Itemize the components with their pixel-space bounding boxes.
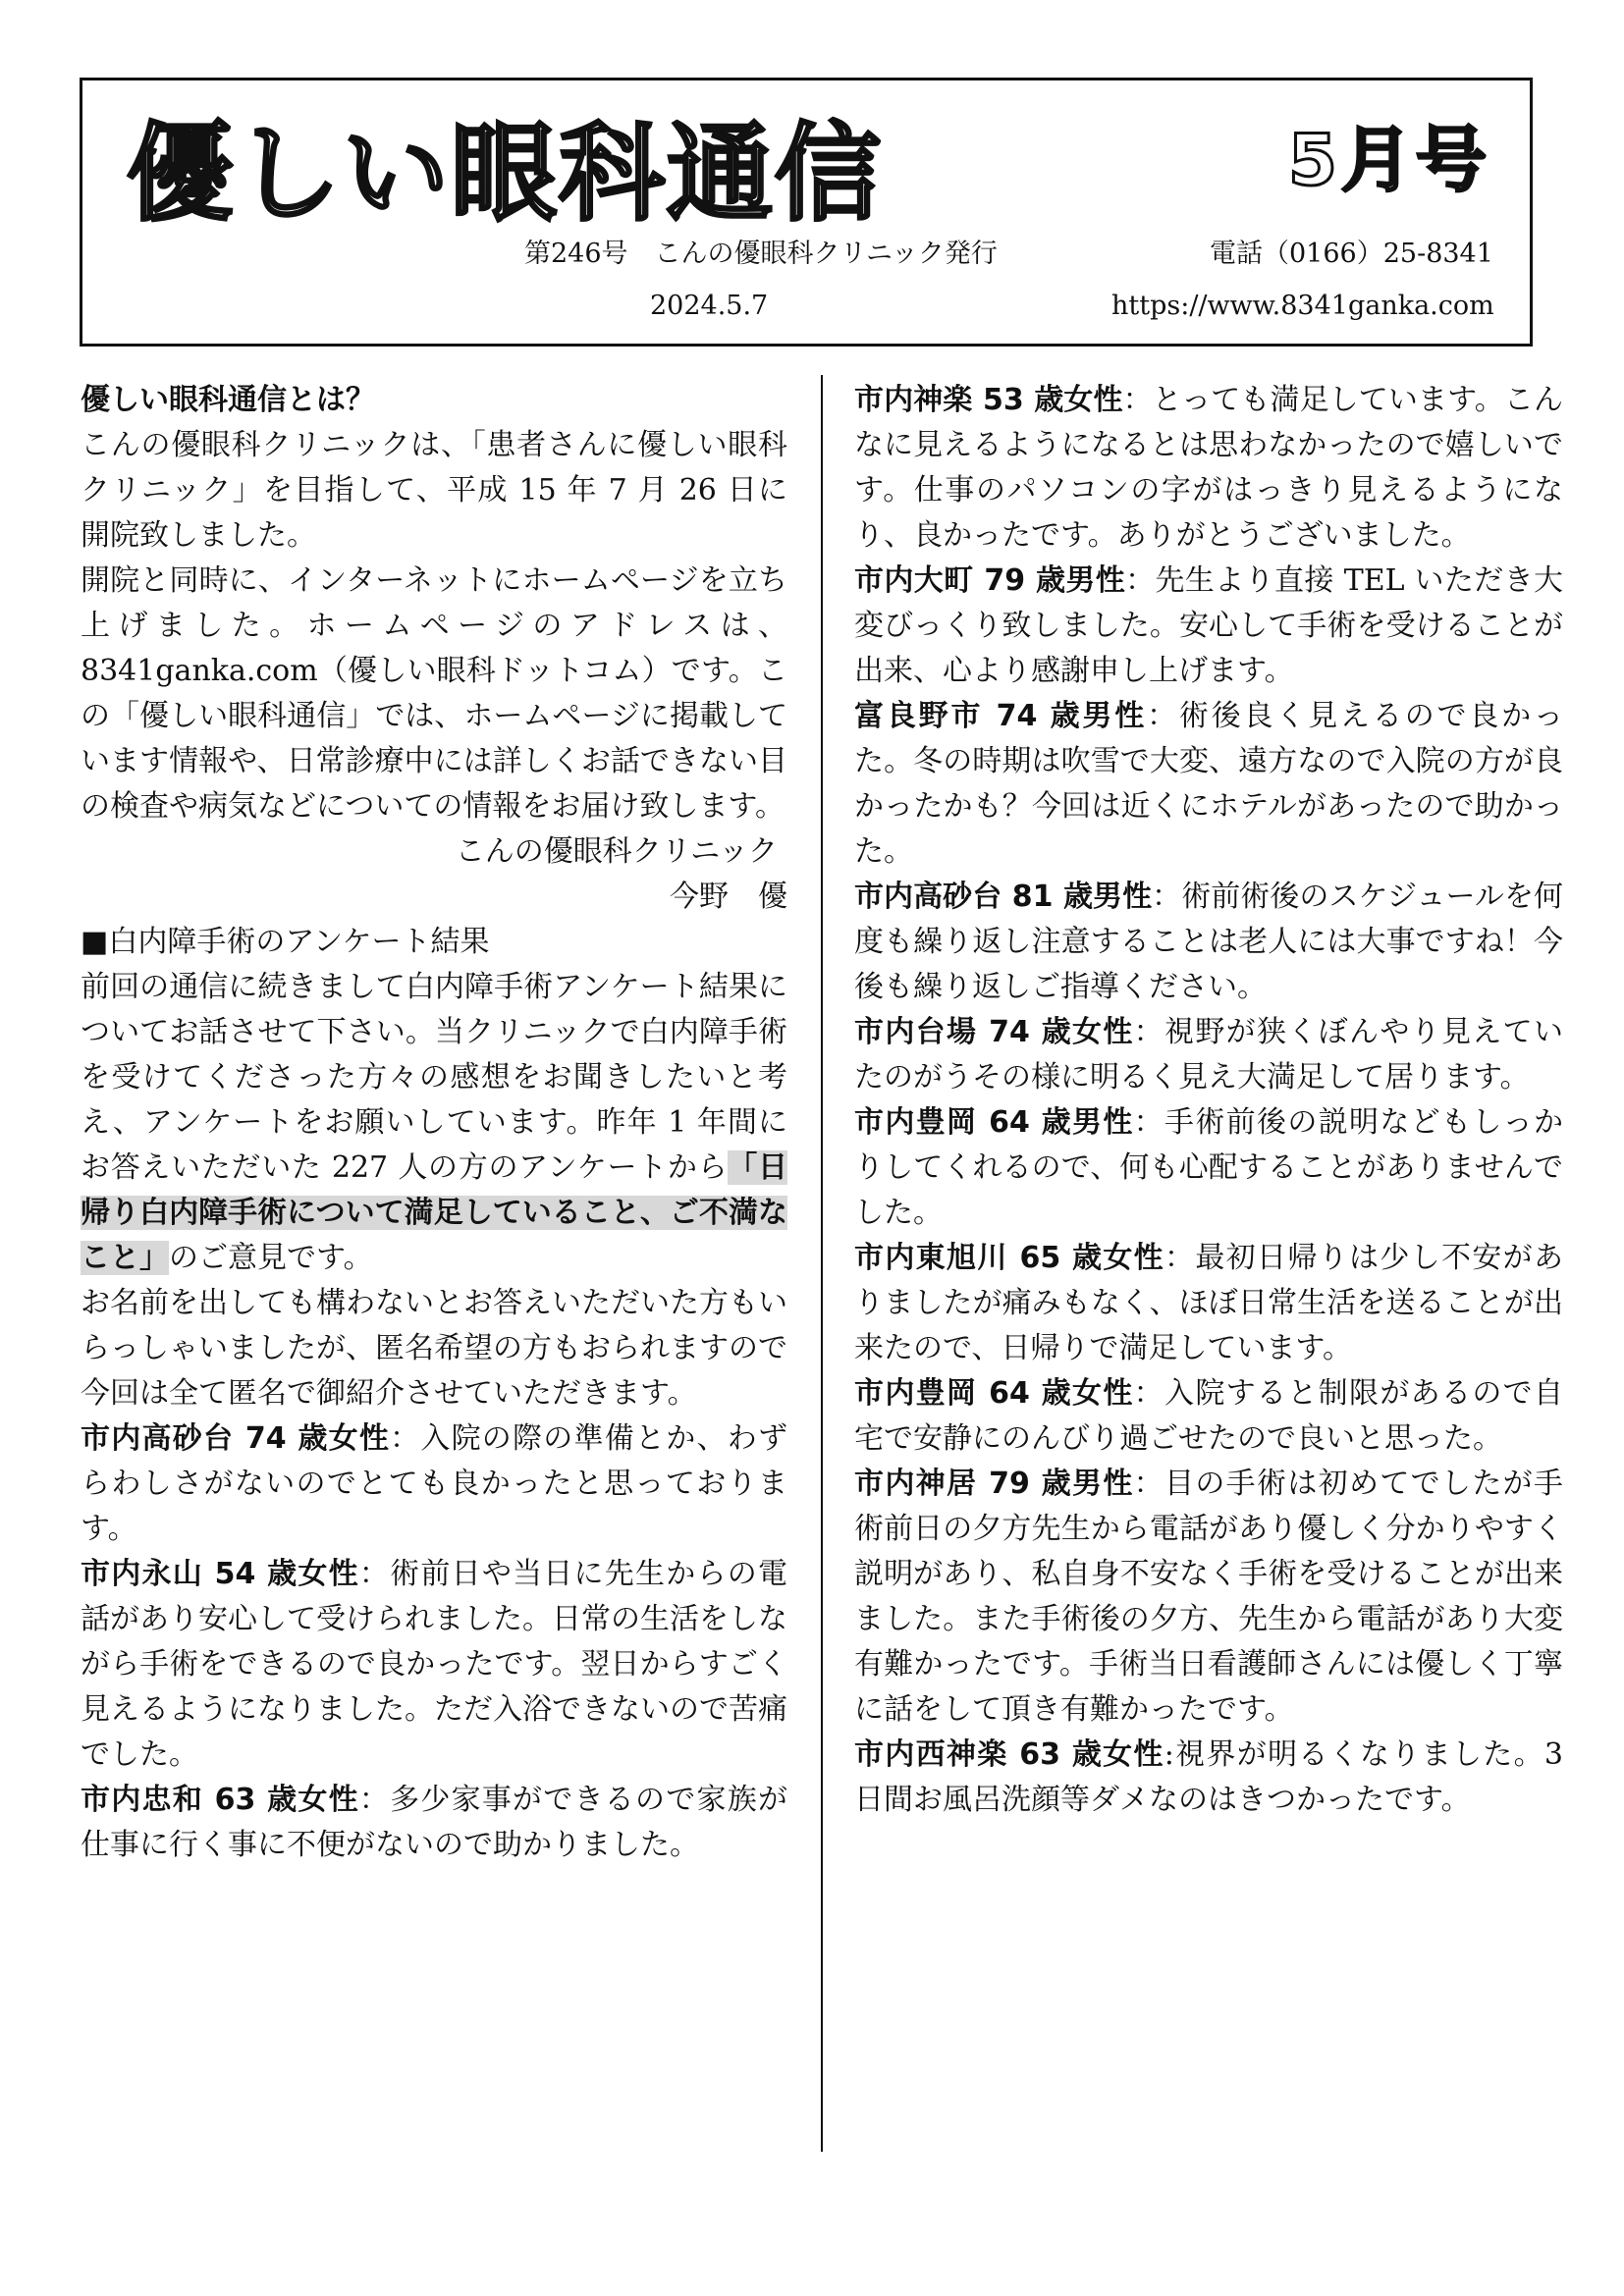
comment-text: ：入院すると制限があるので自宅で安静にのんびり過ごせたので良いと思った。: [854, 1376, 1564, 1456]
issue-number: 第246号 こんの優眼科クリニック発行: [524, 239, 998, 269]
survey-highlight: 「日帰り白内障手術について満足していること、ご不満なこと」: [81, 1150, 787, 1275]
comment-text: ：多少家事ができるので家族が仕事に行く事に不便がないので助かりました。: [81, 1783, 788, 1862]
commenter: 市内台場 74 歳女性: [854, 1015, 1134, 1049]
issue-month: 5月号: [1287, 119, 1490, 201]
survey-paragraph-1: [81, 965, 787, 1281]
commenter: 市内永山 54 歳女性: [81, 1557, 359, 1591]
survey-heading: ■白内障手術のアンケート結果: [81, 925, 490, 959]
commenter: 市内大町 79 歳男性: [854, 563, 1126, 598]
comment-text: ：先生より直接 TEL いただき大変びっくり致しました。安心して手術を受けることが出来、心より感謝申し上げます。: [854, 563, 1564, 688]
intro-paragraph-2: 開院と同時に、インターネットにホームページを立ち上げました。ホームページのアドレスは、8341ganka.com（優しい眼科ドットコム）です。この「優しい眼科通信」では、ホームページに掲載しています情報や、日常診療中には詳しくお話できない目の検査や病気などについての情報をお届け致します。: [81, 563, 787, 824]
comment-item: [854, 1100, 1563, 1236]
survey-text-before: 前回の通信に続きまして白内障手術アンケート結果についてお話させて下さい。当クリニックで白内障手術を受けてくださった方々の感想をお聞きしたいと考え、アンケートをお願いしています。昨年 1 年間にお答えいただいた 227 人の方のアンケートから: [81, 970, 787, 1185]
intro-paragraph-1: こんの優眼科クリニックは、「患者さんに優しい眼科クリニック」を目指して、平成 15 年 7 月 26 日に開院致しました。: [81, 428, 787, 553]
comment-text: ：術前日や当日に先生からの電話があり安心して受けられました。日常の生活をしながら手術をできるので良かったです。翌日からすごく見えるようになりました。ただ入浴できないので苦痛でした。: [81, 1557, 788, 1772]
signature-clinic: こんの優眼科クリニック: [455, 834, 778, 869]
comment-text: ：最初日帰りは少し不安がありましたが痛みもなく、ほぼ日常生活を送ることが出来たので、日帰りで満足しています。: [854, 1241, 1563, 1365]
clinic-phone: 電話（0166）25-8341: [1210, 239, 1493, 269]
comment-text: ：入院の際の準備とか、わずらわしさがないのでとても良かったと思っております。: [81, 1421, 788, 1546]
comment-text: ：術後良く見えるので良かった。冬の時期は吹雪で大変、遠方なので入院の方が良かったかも？今回は近くにホテルがあったので助かった。: [854, 699, 1563, 869]
comment-text: :視界が明るくなりました。3 日間お風呂洗顔等ダメなのはきつかったです。: [854, 1737, 1563, 1817]
commenter: 富良野市 74 歳男性: [854, 699, 1148, 733]
signature-name: 今野 優: [670, 880, 787, 914]
comment-item: [854, 1371, 1563, 1462]
comment-item: [854, 875, 1563, 1010]
comment-item: [81, 1778, 787, 1868]
comment-item: [854, 378, 1563, 559]
comment-item: [854, 559, 1563, 694]
issue-date: 2024.5.7: [650, 291, 769, 321]
commenter: 市内高砂台 81 歳男性: [854, 880, 1153, 914]
right-column: [854, 378, 1563, 1823]
survey-paragraph-2: お名前を出しても構わないとお答えいただいた方もいらっしゃいましたが、匿名希望の方もおられますので今回は全て匿名で御紹介させていただきます。: [81, 1286, 787, 1411]
commenter: 市内忠和 63 歳女性: [81, 1783, 359, 1817]
comment-item: [854, 1462, 1563, 1733]
comment-text: ：術前術後のスケジュールを何度も繰り返し注意することは老人には大事ですね！今後も繰り返しご指導ください。: [854, 880, 1563, 1004]
commenter: 市内豊岡 64 歳女性: [854, 1376, 1134, 1411]
comment-item: [854, 1236, 1563, 1371]
intro-heading: 優しい眼科通信とは？: [81, 383, 375, 417]
survey-text-after: のご意見です。: [169, 1241, 373, 1275]
comment-text: ：目の手術は初めてでしたが手術前日の夕方先生から電話があり優しく分かりやすく説明があり、私自身不安なく手術を受けることが出来ました。また手術後の夕方、先生から電話があり大変有難かったです。手術当日看護師さんには優しく丁寧に話をして頂き有難かったです。: [854, 1467, 1564, 1727]
commenter: 市内神楽 53 歳女性: [854, 383, 1123, 417]
comment-item: [81, 1416, 787, 1552]
commenter: 市内西神楽 63 歳女性: [854, 1737, 1164, 1772]
commenter: 市内高砂台 74 歳女性: [81, 1421, 391, 1456]
comment-text: ：とっても満足しています。こんなに見えるようになるとは思わなかったので嬉しいです。仕事のパソコンの字がはっきり見えるようになり、良かったです。ありがとうございました。: [854, 383, 1563, 553]
column-divider: [821, 375, 823, 2152]
comment-text: ：視野が狭くぼんやり見えていたのがうその様に明るく見え大満足して居ります。: [854, 1015, 1564, 1095]
commenter: 市内神居 79 歳男性: [854, 1467, 1134, 1501]
comment-item: [81, 1552, 787, 1778]
comment-item: [854, 1010, 1563, 1100]
comment-text: ：手術前後の説明などもしっかりしてくれるので、何も心配することがありませんでした。: [854, 1105, 1564, 1230]
comment-item: [854, 1733, 1563, 1823]
newsletter-title: 優しい眼科通信: [127, 113, 884, 236]
comment-item: [854, 694, 1563, 875]
commenter: 市内東旭川 65 歳女性: [854, 1241, 1164, 1275]
clinic-url: https://www.8341ganka.com: [1111, 291, 1494, 321]
left-column: [81, 378, 787, 1868]
commenter: 市内豊岡 64 歳男性: [854, 1105, 1134, 1140]
newsletter-header: [80, 78, 1533, 347]
